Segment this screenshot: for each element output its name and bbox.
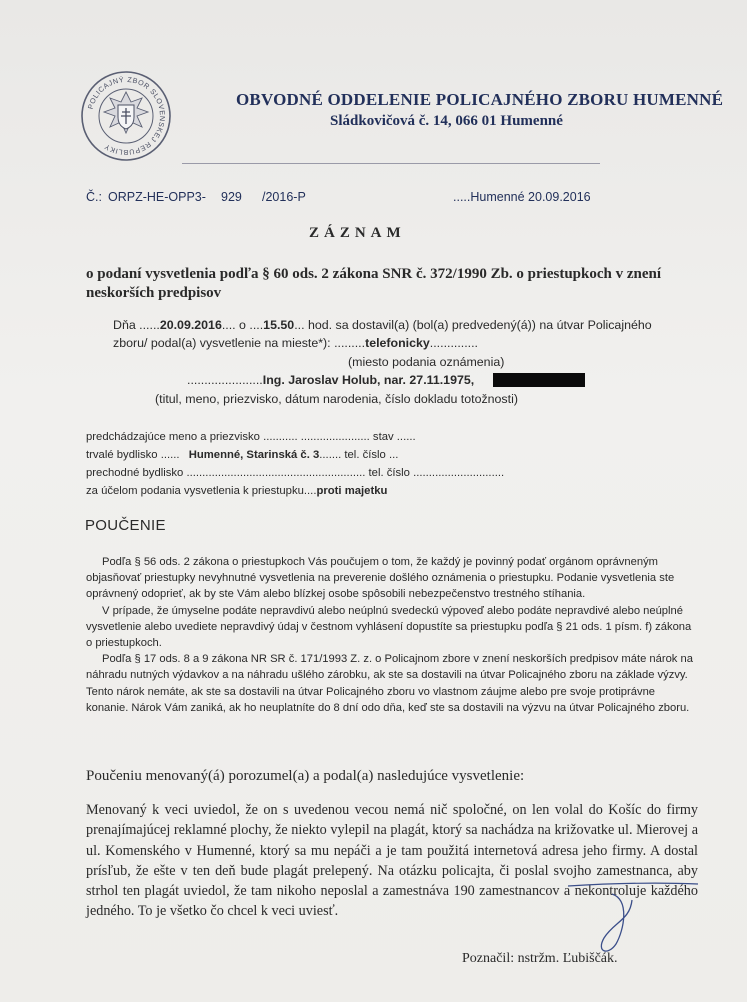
recorded-by: Poznačil: nstržm. Ľubiščák. bbox=[462, 951, 618, 966]
date-prefix: Dňa ...... bbox=[113, 318, 160, 332]
form-line-place bbox=[113, 336, 478, 350]
instruction-paragraph: Podľa § 17 ods. 8 a 9 zákona NR SR č. 171/1993 Z. z. o Policajnom zbore v znení neskorších predpisov máte nárok na náhradu nutných výdavkov a na náhradu ušlého zárobku, ak ste sa dostavili na útvar Policajného zboru na základe výzvy. Tento nárok nemáte, ak ste sa dostavili na útvar Policajného zboru vo vlastnom záujme alebo pre svoje protiprávne konanie. Nárok Vám zaniká, ak ho neuplatníte do 8 dní odo dňa, keď ste sa dostavili na výzvu na útvar Policajného zboru. bbox=[86, 653, 693, 714]
place-prefix: zboru/ podal(a) vysvetlenie na mieste*): ......... bbox=[113, 336, 366, 350]
residence-label: trvalé bydlisko ...... bbox=[86, 449, 180, 461]
time-prefix: .... o .... bbox=[221, 318, 264, 332]
reference-number: 929 bbox=[221, 190, 242, 204]
police-seal-icon bbox=[80, 70, 172, 162]
date-value: 20.09.2016 bbox=[159, 318, 222, 332]
header-divider bbox=[182, 163, 600, 164]
reference-prefix: Č.: bbox=[86, 190, 102, 204]
residence-tail: ....... tel. číslo ... bbox=[319, 449, 399, 461]
form-line-date bbox=[113, 318, 652, 332]
document-title: ZÁZNAM bbox=[309, 225, 406, 241]
time-value: 15.50 bbox=[263, 318, 295, 332]
person-caption: (titul, meno, priezvisko, dátum narodenia, číslo dokladu totožnosti) bbox=[155, 392, 518, 406]
reference-code: ORPZ-HE-OPP3- bbox=[108, 190, 206, 204]
date-line-suffix: ... hod. sa dostavil(a) (bol(a) predvedený(á)) na útvar Policajného bbox=[294, 318, 652, 332]
instruction-body bbox=[86, 554, 694, 716]
place-dots: .............. bbox=[429, 336, 478, 350]
organization-address: Sládkovičová č. 14, 066 01 Humenné bbox=[330, 113, 563, 129]
reference-year: /2016-P bbox=[262, 190, 306, 204]
place-caption: (miesto podania oznámenia) bbox=[348, 355, 505, 369]
previous-name-line: predchádzajúce meno a priezvisko ........... ...................... stav ...... bbox=[86, 431, 416, 443]
purpose-value: proti majetku bbox=[316, 485, 388, 497]
person-value: Ing. Jaroslav Holub, nar. 27.11.1975, bbox=[262, 373, 475, 387]
organization-name: OBVODNÉ ODDELENIE POLICAJNÉHO ZBORU HUMENNÉ bbox=[236, 90, 724, 109]
instruction-heading: POUČENIE bbox=[85, 517, 166, 534]
redaction-bar bbox=[493, 373, 585, 387]
statement-text: Menovaný k veci uviedol, že on s uvedenou vecou nemá nič spoločné, on len volal do Košíc do firmy prenajímajúcej reklamné plochy, že niekto vylepil na plagát, ktorý sa nachádza na križovatke ul. Mierovej a ul. Komenského v Humenné, ktorý sa mu nepáči a je tam použitá internetová adresa jeho firmy. A dostal prísľub, že ešte v ten deň bude plagát prelepený. Na otázku policajta, či poslal svojho zamestnanca, aby strhol ten plagát uviedol, že tam nikoho neposlal a zamestnáva 190 zamestnancov a nekontroluje každého jedného. To je všetko čo chcel k veci uviesť. bbox=[86, 802, 698, 920]
instruction-paragraph: Podľa § 56 ods. 2 zákona o priestupkoch Vás poučujem o tom, že každý je povinný podať orgánom oprávneným objasňovať priestupky nevyhnutné vysvetlenia na preverenie došlého oznámenia o priestupku. Podanie vysvetlenia ste oprávnený odoprieť, ak by ste Vám alebo blízkej osobe spôsobili nebezpečenstvo trestného stíhania. bbox=[86, 556, 675, 601]
document-subtitle: o podaní vysvetlenia podľa § 60 ods. 2 zákona SNR č. 372/1990 Zb. o priestupkoch v znení neskorších predpisov bbox=[86, 266, 662, 301]
handwritten-signature bbox=[560, 880, 700, 960]
seal-text: POLICAJNÝ ZBOR SLOVENSKEJ REPUBLIKY bbox=[85, 74, 168, 158]
residence-line bbox=[86, 449, 398, 461]
statement-heading: Poučeniu menovaný(á) porozumel(a) a podal(a) nasledujúce vysvetlenie: bbox=[86, 768, 525, 784]
temporary-residence-line: prechodné bydlisko ......................................................... tel. číslo ............................. bbox=[86, 467, 505, 479]
purpose-label: za účelom podania vysvetlenia k priestupku.... bbox=[86, 485, 317, 497]
purpose-line bbox=[86, 485, 387, 497]
place-value: telefonicky bbox=[365, 336, 430, 350]
person-dots: ...................... bbox=[187, 373, 263, 387]
instruction-paragraph: V prípade, že úmyselne podáte nepravdivú alebo neúplnú svedeckú výpoveď alebo podáte nepravdivé alebo neúplné vysvetlenie alebo uvediete nepravdivý údaj v čestnom vyhlásení dopustíte sa priestupku podľa § 21 ods. 1 písm. f) zákona o priestupkoch. bbox=[86, 604, 692, 650]
residence-value: Humenné, Starinská č. 3 bbox=[188, 449, 320, 461]
form-line-person bbox=[187, 373, 474, 387]
place-date: .....Humenné 20.09.2016 bbox=[453, 190, 591, 204]
